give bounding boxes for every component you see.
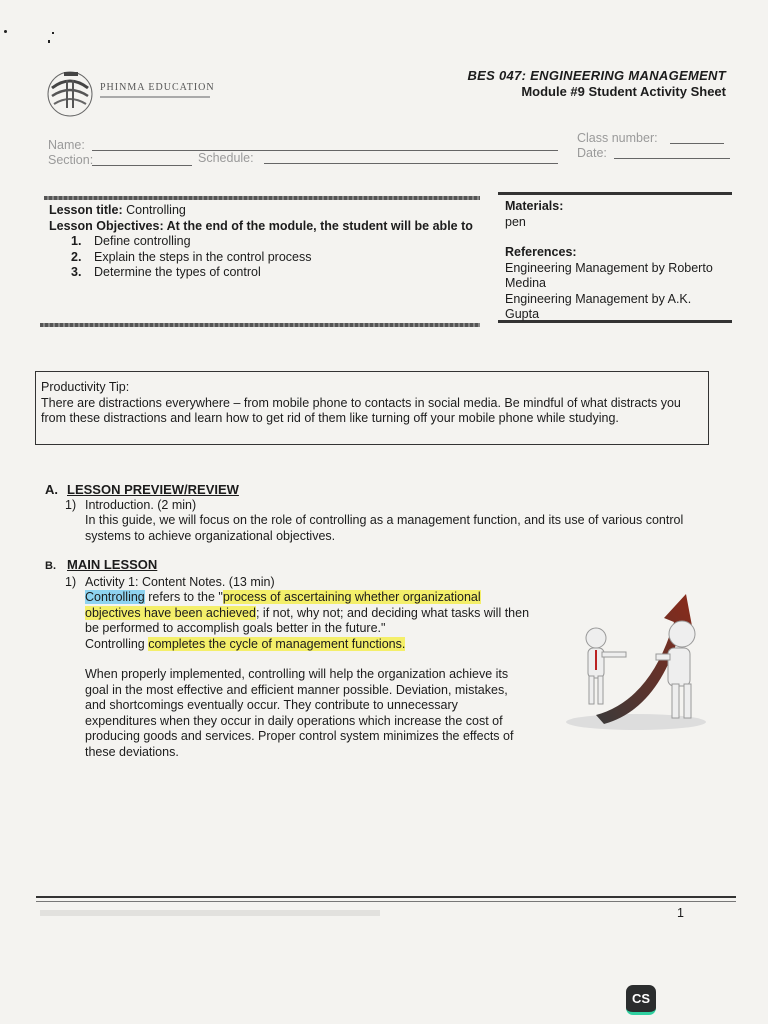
objective-item: 2. Explain the steps in the control process [71,249,312,264]
name-field[interactable] [92,150,558,151]
reference-item: Engineering Management by A.K. Gupta [505,291,692,321]
footer-faint-text [40,910,380,916]
materials-value: pen [505,214,526,229]
materials-top-rule [498,192,732,195]
section-a-text: In this guide, we will focus on the role of controlling as a management function, and its use of various control systems to achieve organizational objectives. [85,513,684,543]
date-label: Date: [577,146,607,160]
schedule-field[interactable] [264,163,558,164]
logo-text: PHINMA EDUCATION [100,82,215,93]
highlighted-term: Controlling [85,590,145,604]
lesson-title-value: Controlling [126,203,186,217]
logo-tagline [100,96,210,98]
lesson-top-rule [44,196,480,200]
section-a-item: 1) Introduction. (2 min) [65,497,197,512]
class-number-field[interactable] [670,143,724,144]
tip-label: Productivity Tip: [41,380,130,394]
materials-label: Materials: [505,199,564,213]
productivity-tip-box [35,371,709,445]
module-title: Module #9 Student Activity Sheet [521,84,726,99]
section-b-heading: B. MAIN LESSON [45,557,158,572]
materials-block [505,199,727,323]
lesson-bottom-rule [40,323,480,327]
camscanner-badge[interactable] [626,985,656,1015]
highlighted-phrase: process of ascertaining whether organizational objectives have been achieved [85,590,481,620]
scan-speck [52,32,54,34]
lesson-title-label: Lesson title: [49,203,123,217]
section-a [45,482,715,544]
controlling-definition: Controlling refers to the "process of ascertaining whether organizational objectives have been achieved; if not, why not; and deciding what tasks will then be performed to accomplish goals better in the future." Controlling completes the cycle of management functions. [85,590,530,651]
tip-text: There are distractions everywhere – from mobile phone to contacts in social media. Be mindful of what distracts you from these distractions and learn how to get rid of them like turning off your mobile phone while studying. [41,395,681,425]
scan-speck [48,40,50,43]
highlighted-phrase: completes the cycle of management functions. [148,636,406,651]
class-number-label: Class number: [577,131,658,145]
logo [44,66,264,120]
course-title: BES 047: ENGINEERING MANAGEMENT [467,68,726,83]
objectives-list [71,234,479,281]
page-number: 1 [677,906,684,920]
lesson-block [49,203,479,281]
footer-rule [36,896,736,898]
section-label: Section: [48,153,94,167]
badge-label: CS [631,991,651,1006]
objective-item: 3. Determine the types of control [71,265,261,279]
schedule-label: Schedule: [198,151,254,165]
reference-item: Engineering Management by Roberto Medina [505,260,713,290]
name-label: Name: [48,138,85,152]
footer-rule-thin [36,901,736,902]
section-field[interactable] [92,165,192,166]
illustration-image [556,590,716,735]
scan-speck [4,30,7,33]
references-label: References: [505,245,577,259]
lesson-objectives-label: Lesson Objectives: At the end of the module, the student will be able to [49,218,473,233]
lesson-title-line [49,203,479,219]
objective-item: 1. Define controlling [71,234,191,248]
date-field[interactable] [614,158,730,159]
controlling-paragraph: When properly implemented, controlling will help the organization achieve its goal in the most effective and efficient manner possible. Deviation, mistakes, and shortcomings eventually occur. They contribute to unnecessary expenditures when they occur in daily operations which increase the cost of producing goods and services. Proper control system minimizes the effects of these deviations. [85,667,514,759]
phinma-logo-icon [44,66,100,118]
section-b [45,557,545,760]
section-a-heading: A. LESSON PREVIEW/REVIEW [45,482,239,497]
section-b-item: 1) Activity 1: Content Notes. (13 min) [65,574,275,589]
